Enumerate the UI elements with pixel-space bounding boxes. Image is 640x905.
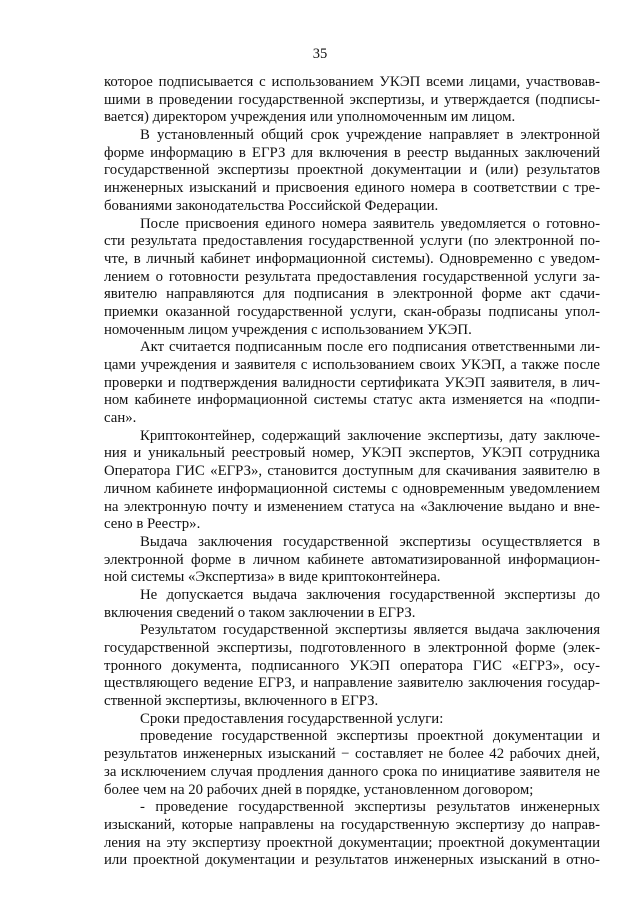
text-line: ном кабинете информационной системы статус акта изменяется на «подпи- bbox=[104, 392, 600, 409]
text-line: цами учреждения и заявителя с использованием своих УКЭП, а также после bbox=[104, 357, 600, 373]
text-line: ществляющего ведение ЕГРЗ, и направление заявителю заключения государ- bbox=[104, 675, 600, 692]
text-line: бованиями законодательства Российской Федерации. bbox=[104, 197, 439, 214]
text-line: шими в проведении государственной экспертизы, и утверждается (подписы- bbox=[104, 91, 600, 108]
text-line: В установленный общий срок учреждение направляет в электронной bbox=[140, 127, 600, 144]
text-line: Криптоконтейнер, содержащий заключение экспертизы, дату заключе- bbox=[140, 427, 600, 444]
text-line: Не допускается выдача заключения государственной экспертизы до bbox=[140, 586, 600, 603]
text-line: проверки и подтверждения валидности сертификата УКЭП заявителя, в лич- bbox=[104, 374, 600, 391]
text-line: сено в Реестр». bbox=[104, 516, 201, 533]
text-line: номоченным лицом учреждения с использованием УКЭП. bbox=[104, 321, 472, 338]
text-line: проведение государственной экспертизы проектной документации и bbox=[140, 728, 600, 745]
text-line: включения сведений о таком заключении в ЕГРЗ. bbox=[104, 604, 416, 621]
text-line: Результатом государственной экспертизы является выдача заключения bbox=[140, 622, 600, 639]
text-line: Акт считается подписанным после его подписания ответственными ли- bbox=[140, 339, 600, 356]
text-line: ной системы «Экспертиза» в виде криптоконтейнера. bbox=[104, 569, 441, 586]
text-line: - проведение государственной экспертизы результатов инженерных bbox=[140, 799, 600, 816]
text-line: ния и уникальный реестровый номер, УКЭП экспертов, УКЭП сотрудника bbox=[104, 445, 600, 462]
text-line: форме информацию в ЕГРЗ для включения в реестр выданных заключений bbox=[104, 144, 600, 161]
text-line: Оператора ГИС «ЕГРЗ», становится доступным для скачивания заявителю в bbox=[104, 463, 600, 480]
text-line: или проектной документации и результатов инженерных изысканий в отно- bbox=[104, 852, 600, 869]
text-line: государственной экспертизы, подготовленного в электронной форме (элек- bbox=[104, 640, 600, 656]
text-line: изысканий, которые направлены на государственную экспертизу до направ- bbox=[104, 816, 600, 833]
text-line: приемки оказанной государственной услуги, скан-образы подписаны упол- bbox=[104, 303, 600, 320]
text-line: чте, в личный кабинет информационной системы). Одновременно с уведом- bbox=[104, 250, 600, 267]
text-line: Сроки предоставления государственной услуги: bbox=[140, 710, 444, 727]
text-line: личном кабинете информационной системы с одновременным уведомлением bbox=[104, 480, 600, 497]
text-line: ственной экспертизы, включенного в ЕГРЗ. bbox=[104, 693, 379, 710]
text-line: вается) директором учреждения или уполномоченным им лицом. bbox=[104, 109, 516, 126]
text-line: результатов инженерных изысканий − составляет не более 42 рабочих дней, bbox=[104, 746, 600, 763]
text-line: сан». bbox=[104, 410, 137, 427]
text-line: на электронную почту и изменением статуса на «Заключение выдано и вне- bbox=[104, 498, 600, 515]
text-line: После присвоения единого номера заявитель уведомляется о готовно- bbox=[140, 215, 600, 232]
page-number: 35 bbox=[312, 46, 328, 62]
text-line: ления на эту экспертизу проектной документации; проектной документации bbox=[104, 834, 600, 851]
text-line: тронного документа, подписанного УКЭП оператора ГИС «ЕГРЗ», осу- bbox=[104, 657, 600, 674]
text-line: электронной форме в личном кабинете автоматизированной информацион- bbox=[104, 551, 600, 568]
text-line: за исключением случая продления данного срока по инициативе заявителя не bbox=[104, 763, 600, 780]
text-line: Выдача заключения государственной экспертизы осуществляется в bbox=[140, 533, 600, 550]
text-line: которое подписывается с использованием УКЭП всеми лицами, участвовав- bbox=[104, 74, 600, 90]
text-line: инженерных изысканий и присвоения единого номера в соответствии с тре- bbox=[104, 180, 600, 197]
text-line: сти результата предоставления государственной услуги (по электронной по- bbox=[104, 233, 600, 250]
text-line: явителю направляются для подписания в электронной форме акт сдачи- bbox=[104, 286, 600, 303]
text-line: более чем на 20 рабочих дней в порядке, установленном договором; bbox=[104, 781, 534, 798]
text-line: государственной экспертизы проектной документации и (или) результатов bbox=[104, 162, 600, 179]
document-body bbox=[104, 74, 600, 870]
text-line: лением о готовности результата предоставления государственной услуги за- bbox=[104, 268, 600, 285]
